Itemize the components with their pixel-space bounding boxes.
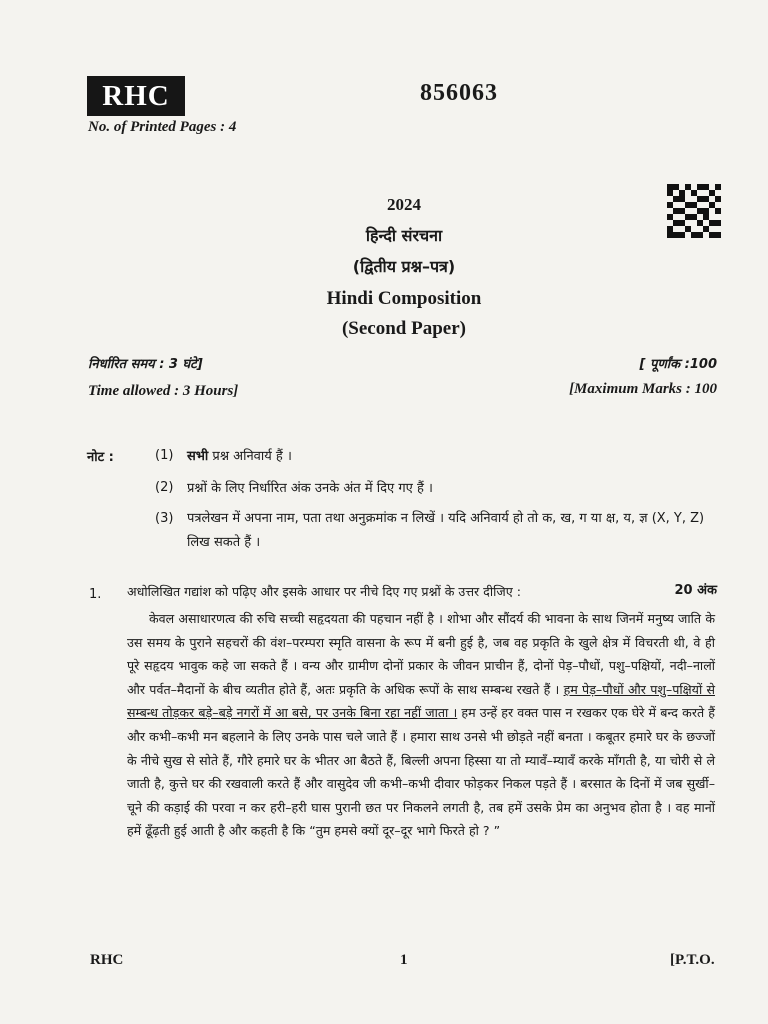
passage-part-b: हम उन्हें हर वक्त पास न रखकर एक घेरे में बन्द करते हैं और कभी–कभी मन बहलाने के लिए उनके पास चले जाते हैं । हमारा साथ उनसे भी छोड़ते नहीं बनता । कबूतर हमारे घर के छज्जों के नीचे सुख से सोते हैं, गौरे हमारे घर के भीतर आ बैठते हैं, बिल्ली अपना हिस्सा या तो म्यावँ–म्यावँ करके माँगती है, या चोरी से ले जाती है, कुत्ते घर की रखवाली करते हैं और वासुदेव जी कभी–कभी दीवार फोड़कर निकल पड़ते हैं । बरसात के दिनों में जब सुर्खी–चूने की कड़ाई की परवा न कर हरी–हरी घास पुरानी छत पर निकलने लगती है, तब हमें उसके प्रेम का अनुभव होता है । वह मानों हमें ढूँढ़ती हुई आती है और कहती है कि “तुम हमसे क्यों दूर–दूर भागे फिरते हो ? ”: [127, 705, 715, 839]
qr-code-icon: [667, 184, 721, 238]
passage-underlined: हम पेड़–पौधों और पशु–पक्षियों से सम्बन्ध तोड़कर बड़े–बड़े नगरों में आ बसे, पर उनके बिना रहा नहीं जाता ।: [127, 681, 715, 721]
question-marks: 20 अंक: [674, 583, 717, 598]
note-item-2: प्रश्नों के लिए निर्धारित अंक उनके अंत में दिए गए हैं ।: [187, 481, 433, 496]
max-marks-hindi: [ पूर्णांक :100: [639, 357, 717, 372]
hindi-title: हिन्दी संरचना: [365, 226, 443, 245]
pto-label: [P.T.O.: [670, 952, 715, 968]
note-item-1-bold: सभी: [187, 449, 209, 464]
max-marks-english: [Maximum Marks : 100: [569, 381, 717, 397]
badge-text: RHC: [102, 79, 170, 112]
printed-pages: No. of Printed Pages : 4: [88, 119, 237, 135]
english-subtitle: (Second Paper): [341, 318, 466, 339]
note-item-3: पत्रलेखन में अपना नाम, पता तथा अनुक्रमांक न लिखें । यदि अनिवार्य हो तो क, ख, ग या क्ष, य, ज्ञ (X, Y, Z) लिख सकते हैं ।: [187, 511, 705, 550]
question-number: 1.: [89, 587, 102, 602]
note-label: नोट :: [87, 450, 114, 465]
note-number-2: (2): [155, 480, 174, 495]
note-item-1-text: प्रश्न अनिवार्य हैं ।: [208, 449, 292, 464]
english-title: Hindi Composition: [326, 288, 482, 309]
note-number-1: (1): [155, 448, 174, 463]
question-instruction: अधोलिखित गद्यांश को पढ़िए और इसके आधार पर नीचे दिए गए प्रश्नों के उत्तर दीजिए :: [127, 584, 521, 599]
note-item-1: [187, 446, 292, 464]
page-number: 1: [400, 952, 408, 968]
passage-part-a: केवल असाधारणत्व की रुचि सच्ची सहृदयता की पहचान नहीं है । शोभा और सौंदर्य की भावना के साथ जिनमें मनुष्य जाति के उस समय के पुराने सहचरों की वंश–परम्परा स्मृति वासना के रूप में बनी हुई है, जब वह प्रकृति के खुले क्षेत्र में विचरती थी, वे ही पूरे सहृदय भावुक कहे जा सकते हैं । वन्य और ग्रामीण दोनों प्रकार के जीवन प्राचीन हैं, दोनों पेड़–पौधों, पशु–पक्षियों, नदी–नालों और पर्वत–मैदानों के बीच व्यतीत होते हैं, अतः प्रकृति के अधिक रूपों के साथ सम्बन्ध रखते हैं ।: [127, 611, 715, 697]
exam-year: 2024: [387, 195, 421, 214]
footer-code: RHC: [90, 952, 124, 968]
time-allowed-english: Time allowed : 3 Hours]: [88, 383, 239, 399]
note-number-3: (3): [155, 511, 174, 526]
paper-code: 856063: [420, 80, 498, 106]
time-allowed-hindi: निर्धारित समय : 3 घंटे]: [88, 357, 203, 372]
hindi-subtitle: (द्वितीय प्रश्न–पत्र): [352, 257, 456, 276]
passage: [127, 607, 715, 843]
rhc-badge: [87, 76, 185, 116]
